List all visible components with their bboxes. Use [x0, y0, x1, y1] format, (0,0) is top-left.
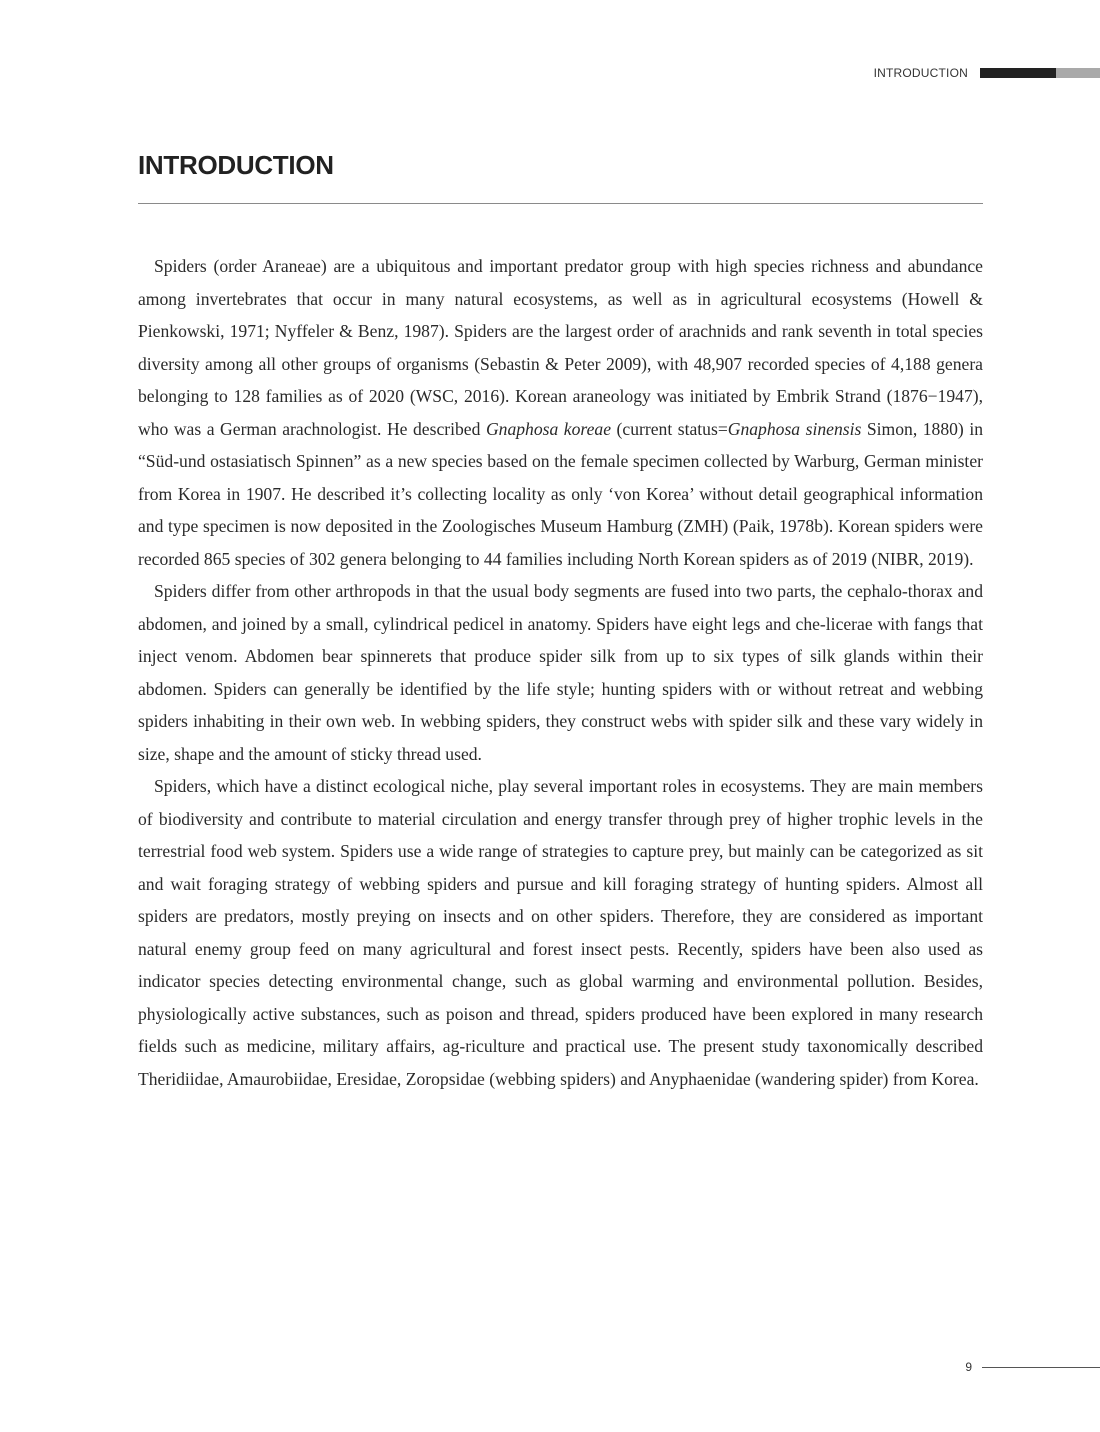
page-title: INTRODUCTION: [138, 150, 334, 180]
running-header: [874, 66, 1100, 80]
species-name-gnaphosa-koreae: Gnaphosa koreae: [485, 418, 612, 439]
paragraph-1-text-1: Spiders (order Araneae) are a ubiquitous and important predator group with high species richness and abundance among invertebrates that occur in many natural ecosystems, as well as in agricultural ecosystems (Howell & Pienkowski, 1971; Nyffeler & Benz, 1987). Spiders are the largest order of arachnids and rank seventh in total species diversity among all other groups of organisms (Sebastin & Peter 2009), with 48,907 recorded species of 4,188 genera belonging to 128 families as of 2020 (WSC, 2016). Korean araneology was initiated by Embrik Strand (1876−1947), who was a German arachnologist. He described: [138, 256, 983, 439]
paragraph-3-text: Spiders, which have a distinct ecological niche, play several important roles in ecosystems. They are main members of biodiversity and contribute to material circulation and energy transfer through prey of higher trophic levels in the terrestrial food web system. Spiders use a wide range of strategies to capture prey, but mainly can be categorized as sit and wait foraging strategy of webbing spiders and pursue and kill foraging strategy of hunting spiders. Almost all spiders are predators, mostly preying on insects and on other spiders. Therefore, they are considered as important natural enemy group feed on many agricultural and forest insect pests. Recently, spiders have been also used as indicator species detecting environmental change, such as global warming and environmental pollution. Besides, physiologically active substances, such as poison and thread, spiders produced have been explored in many research fields such as medicine, military affairs, ag-riculture and practical use. The present study taxonomically described Theridiidae, Amaurobiidae, Eresidae, Zoropsidae (webbing spiders) and Anyphaenidae (wandering spider) from Korea.: [138, 776, 983, 1089]
paragraph-1-text-2: (current status=: [611, 418, 728, 439]
paragraph-2: [138, 575, 983, 770]
running-header-label: INTRODUCTION: [873, 66, 968, 80]
title-divider: [138, 203, 983, 204]
paragraph-1: [138, 250, 983, 575]
body-text: [138, 250, 983, 1095]
footer-rule: [982, 1367, 1100, 1368]
page-number: 9: [965, 1360, 972, 1374]
header-bar-light: [1056, 68, 1100, 78]
paragraph-3: [138, 770, 983, 1095]
header-bar-dark: [980, 68, 1056, 78]
paragraph-2-text: Spiders differ from other arthropods in that the usual body segments are fused into two parts, the cephalo-thorax and abdomen, and joined by a small, cylindrical pedicel in anatomy. Spiders have eight legs and che-licerae with fangs that inject venom. Abdomen bear spinnerets that produce spider silk from up to six types of silk glands within their abdomen. Spiders can generally be identified by the life style; hunting spiders with or without retreat and webbing spiders inhabiting in their own web. In webbing spiders, they construct webs with spider silk and these vary widely in size, shape and the amount of sticky thread used.: [138, 581, 983, 764]
page-footer: [965, 1360, 1100, 1374]
species-name-gnaphosa-sinensis: Gnaphosa sinensis: [727, 418, 862, 439]
paragraph-1-text-3: Simon, 1880) in “Süd-und ostasiatisch Spinnen” as a new species based on the female specimen collected by Warburg, German minister from Korea in 1907. He described it’s collecting locality as only ‘von Korea’ without detail geographical information and type specimen is now deposited in the Zoologisches Museum Hamburg (ZMH) (Paik, 1978b). Korean spiders were recorded 865 species of 302 genera belonging to 44 families including North Korean spiders as of 2019 (NIBR, 2019).: [138, 418, 984, 569]
